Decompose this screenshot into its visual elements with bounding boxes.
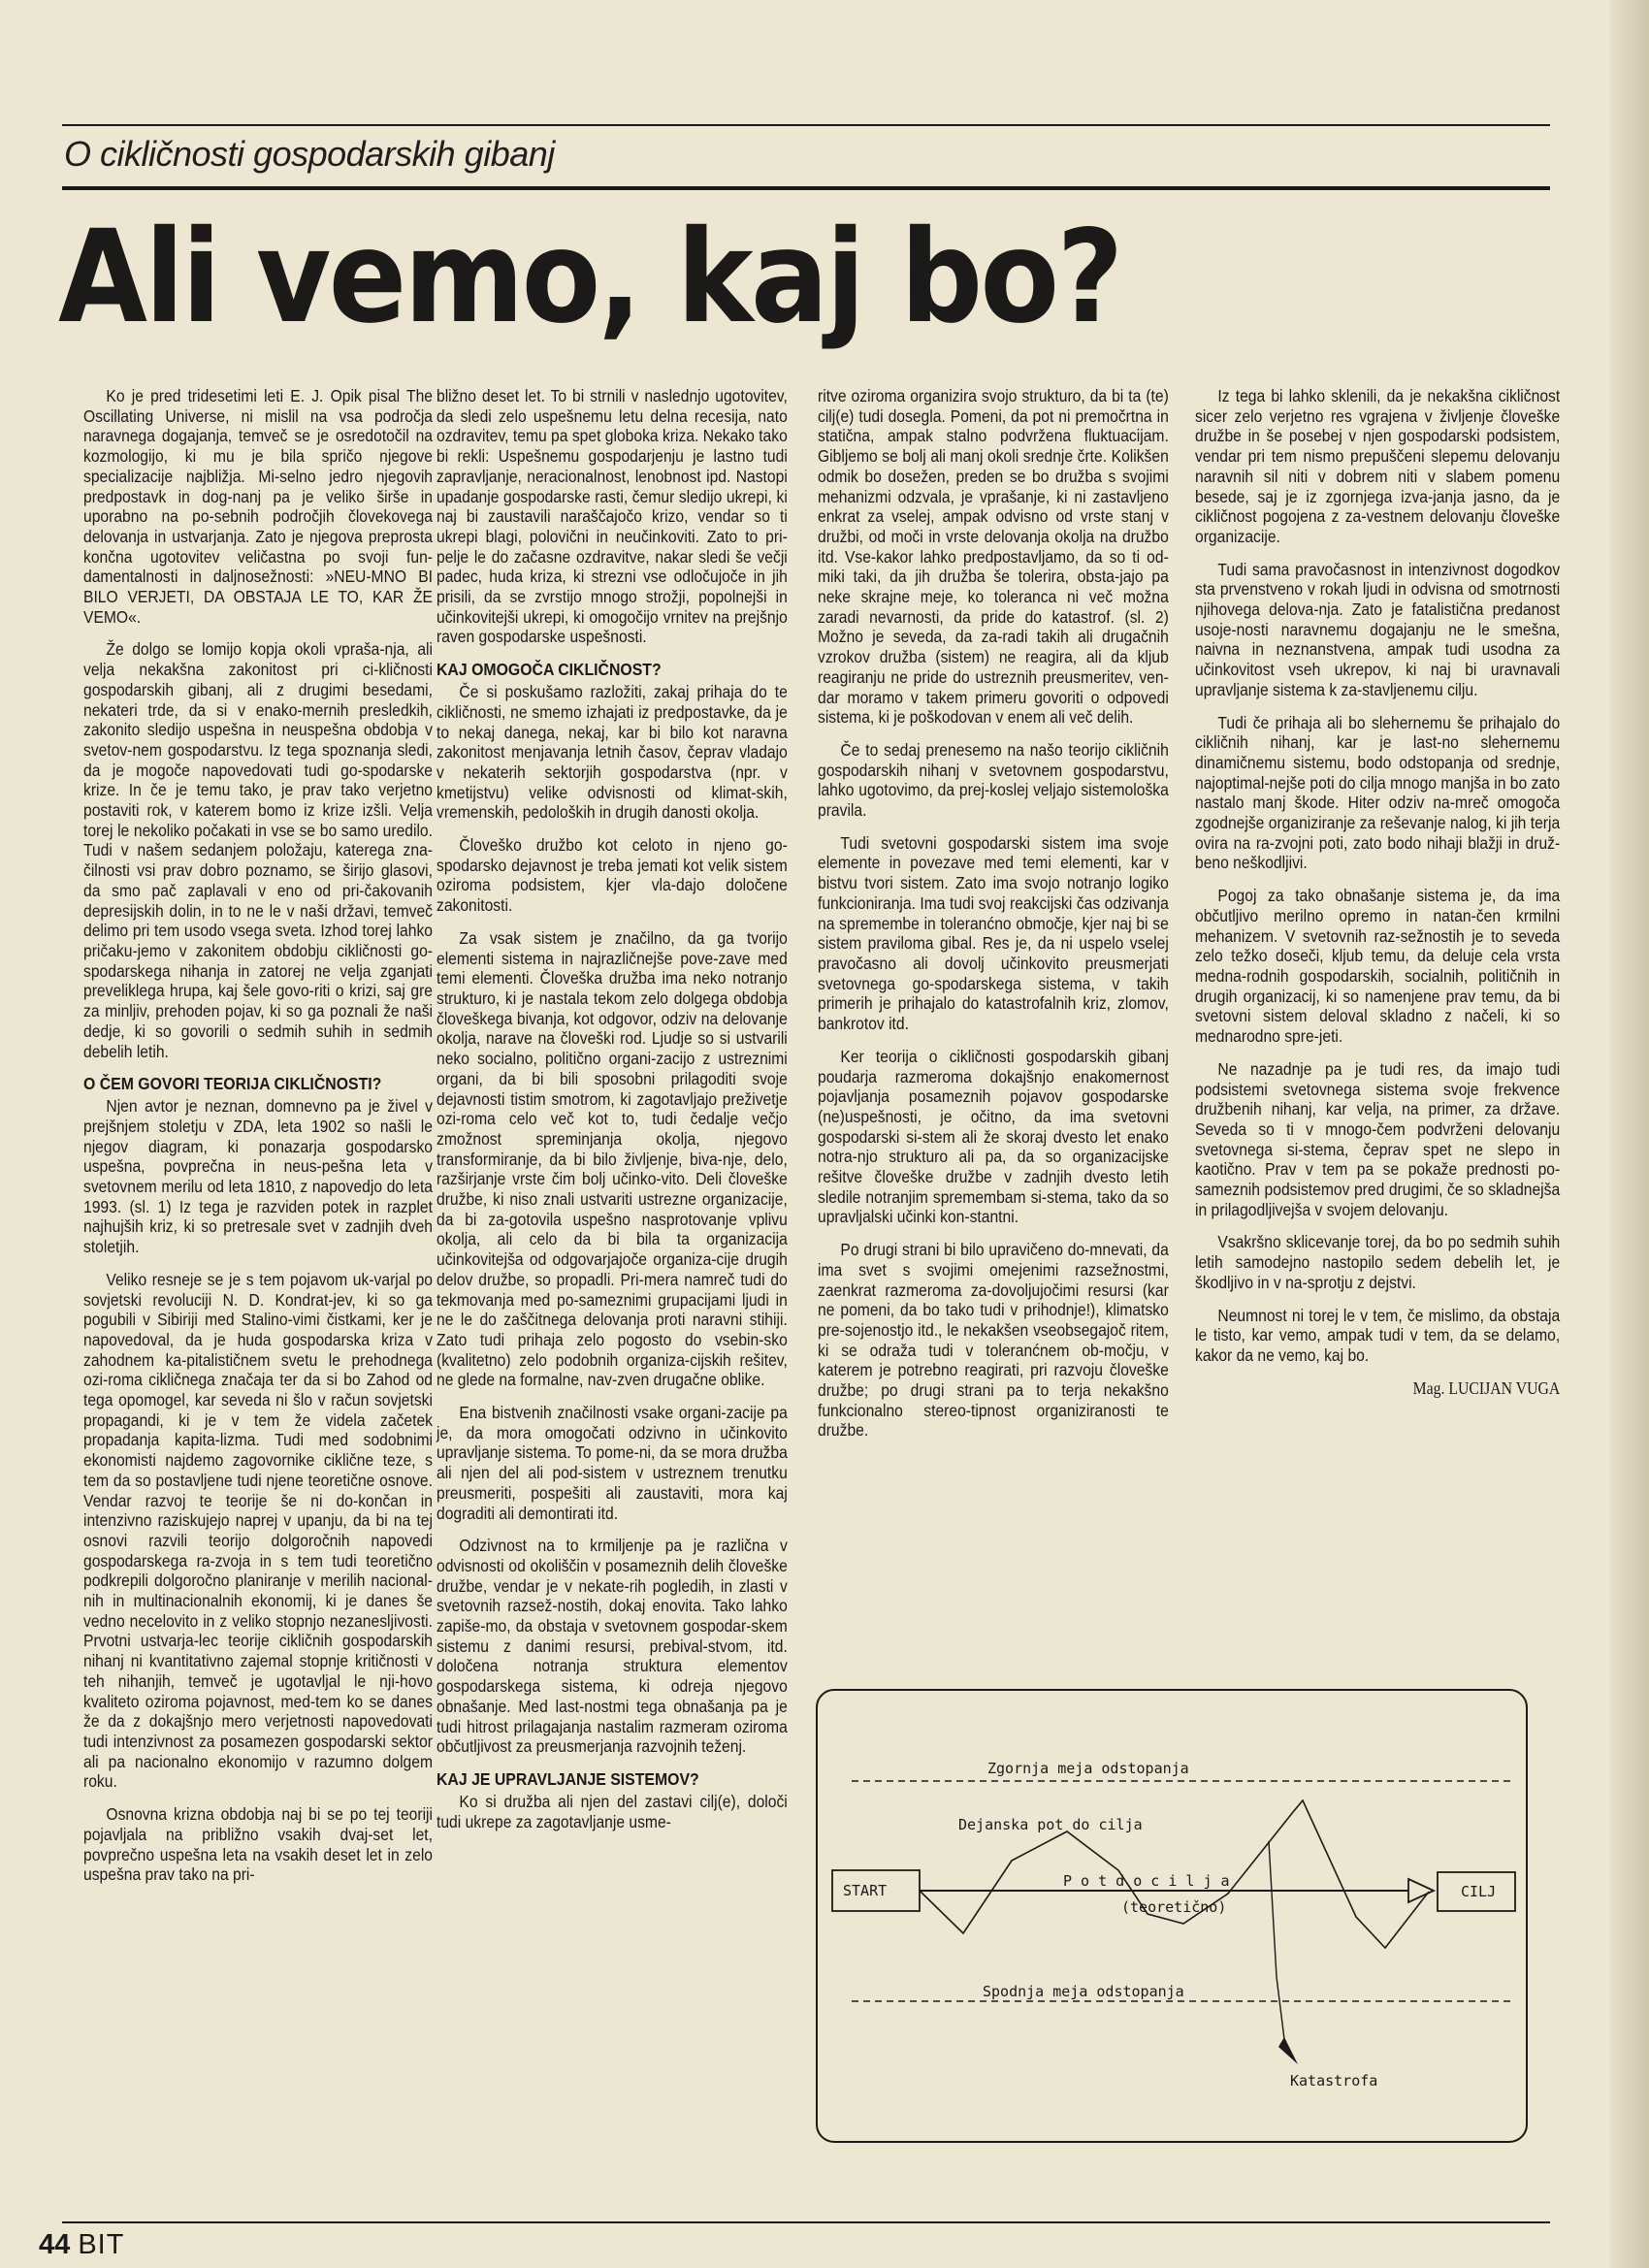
paragraph: Človeško družbo kot celoto in njeno go-spodarsko dejavnost je treba jemati kot velik sistem oziroma podsistem, kjer vla-dajo določene zakonitosti.	[436, 835, 788, 916]
paragraph: Če to sedaj prenesemo na našo teorijo cikličnih gospodarskih nihanj v svetovnem gospodarstvu, lahko ugotovimo, da prej-koslej veljajo sistemološka pravila.	[818, 739, 1169, 821]
article-column-4	[1195, 386, 1560, 1398]
lower-limit-label: Spodnja meja odstopanja	[983, 1983, 1184, 2000]
paragraph: Ne nazadnje pa je tudi res, da imajo tudi podsistemi svetovnega sistema svoje frekvence družbenih nihanj, kar velja, na primer, za države. Seveda so ti v mnogo-čem podvrženi delovanju svetovnega si-stema, čeprav spet ne slepo in kaotično. Prav v tem pa se pokaže prednosti po-sameznih podsistemov pred drugimi, če so skladnejša in prilagodljivejša v svojem delovanju.	[1195, 1058, 1561, 1219]
paragraph: Osnovna krizna obdobja naj bi se po tej teoriji pojavljala na približno vsakih dvaj-set let, povprečno uspešna leta na vsakih deset let in zelo uspešna prav tako na pri-	[83, 1804, 434, 1885]
article-column-1	[83, 386, 433, 1897]
kicker-rule	[62, 186, 1550, 190]
paragraph: Ena bistvenih značilnosti vsake organi-zacije pa je, da mora omogočati odzivno in učinkovito upravljanje sistema. To pome-ni, da se mora družba ali njen del ali pod-sistem v ustreznem trenutku preusmeriti, pospešiti ali zaustaviti, mora kaj dograditi ali demontirati itd.	[436, 1403, 788, 1523]
paragraph: Iz tega bi lahko sklenili, da je nekakšna cikličnost sicer zelo verjetno res vgrajena v življenje človeške družbe in še posebej v njen gospodarski podsistem, vendar pri tem nismo prepuščeni slepemu delovanju naravnih sil niti v dobrem niti v slabem pomenu besede, saj je iz zgornjega izva-janja jasno, da je cikličnost pogojena z za-vestnem delovanju človeške organizacije.	[1195, 386, 1561, 546]
diagram-frame	[817, 1690, 1527, 2142]
paragraph: Veliko resneje se je s tem pojavom uk-varjal po sovjetski revoluciji N. D. Kondrat-jev, ki so ga pogubili v Sibiriji med Stalino-vimi čistkami, ker je napovedoval, da je huda gospodarska kriza v zahodnem ka-pitalističnem svetu le prehodnega ozi-roma cikličnega značaja ter da si bo Zahod od tega opomogel, kar seveda ni šlo v račun sovjetski propagandi, ki je v tem že videla začetek propadanja kapita-lizma. Tudi med sodobnimi ekonomisti najdemo zagovornike ciklične teze, s tem da so postavljene tudi njene teoretične osnove. Vendar razvoj te teorije še ni do-končan in intenzivno raziskujejo naprej v upanju, da bi na tej osnovi razvili teorijo dolgoročnih napovedi gospodarskega ra-zvoja in s tem tudi teoretično podkrepili dolgoročno planiranje v merilih nacional-nih in multinacionalnih ekonomij, ki je danes še vedno necelovito in z veliko stopnjo nezanesljivosti. Prvotni ustvarja-lec teorije cikličnih gospodarskih nihanj ni kvantitativno zajemal stopnje kritičnosti v teh nihanjih, temveč je ugotavljal le nji-hovo kvaliteto oziroma pojavnost, med-tem ko se danes že da z dokajšnjo mero verjetnosti napovedovati tudi intenzivnost za posamezen gospodarski sektor ali pa nacionalno ekonomijo v razumno dolgem roku.	[83, 1269, 434, 1792]
paragraph: Že dolgo se lomijo kopja okoli vpraša-nja, ali velja nekakšna zakonitost pri ci-kličnosti gospodarskih gibanj, ali z drugimi besedami, nekateri trde, da si v enako-mernih presledkih, zakonito sledijo uspešna in neuspešna obdobja v svetov-nem gospodarstvu. Iz tega spoznanja sledi, da je mogoče napovedovati tudi go-spodarske krize. In če je temu tako, je prav tako verjetno postaviti rok, v katerem bomo iz krize izšli. Velja torej le nekoliko počakati in vse se bo samo uredilo. Tudi v našem sedanjem položaju, katerega zna-čilnosti vsi prav dobro poznamo, se širijo glasovi, da smo pač zaplavali v eno od pri-čakovanih depresijskih dolin, in to ne le v naši državi, temveč delimo pri tem usodo vsega sveta. Izhod torej lahko pričaku-jemo v zakonitem obdobju cikličnosti go-spodarskega nihanja in zatorej ne velja zganjati preveliklega hrupa, kaj šele govo-riti o krizi, saj gre za minljiv, prehoden pojav, ki so ga poznali že naši dedje, ki so govorili o sedmih suhih in sedmih debelih letih.	[83, 639, 434, 1061]
article-column-3	[818, 386, 1169, 1453]
page-number: 44	[39, 2229, 71, 2260]
theoretical-path-label: P o t d o c i l j a	[1063, 1872, 1230, 1890]
goal-arrowhead	[1408, 1879, 1434, 1902]
top-rule	[62, 124, 1550, 126]
crash-path-line	[1269, 1841, 1285, 2047]
start-label: START	[843, 1882, 888, 1899]
paragraph: Tudi sama pravočasnost in intenzivnost dogodkov sta prvenstveno v rokah ljudi in odvisna od smotrnosti njihovega delova-nja. Zato je fatalistična predanost usoje-nosti naravnemu dogajanju ne le smešna, naivna in neznanstvena, ampak tudi usodna za učinkovitost vseh ukrepov, ki naj bi uravnavali upravljanje sistema k za-stavljenemu cilju.	[1195, 559, 1561, 699]
paragraph: bližno deset let. To bi strnili v naslednjo ugotovitev, da sledi zelo uspešnemu letu delna recesija, nato ozdravitev, temu pa spet globoka kriza. Nekako tako bi rekli: Uspešnemu gospodarjenju je lastno tudi zapravljanje, neracionalnost, lenobnost ipd. Nastopi upadanje gospodarske rasti, čemur sledijo ukrepi, ki naj bi zaustavili naraščajočo krizo, vendar so ti ukrepi blagi, polovični in neučinkoviti. Zato to pri-pelje le do začasne ozdravitve, nakar sledi še večji padec, huda kriza, ki strezni vse odločujoče in jih prisili, da se zvrstijo mnogo strožji, popolnejši in učinkovitejši ukrepi, ki omogočijo vrnitev na prejšnjo raven gospodarske uspešnosti.	[436, 386, 788, 647]
paragraph: Odzivnost na to krmiljenje pa je različna v odvisnosti od okoliščin v posameznih delih človeške družbe, vendar je v nekate-rih pogledih, in zlasti v svetovnih razsež-nostih, dokaj enovita. Tako lahko zapiše-mo, da obstaja v svetovnem gospodar-skem sistemu z danimi resursi, prebival-stvom, itd. določena notranja struktura elementov gospodarskega sistema, ki odreja njegovo obnašanje. Med last-nostmi tega obnašanja pa je tudi hitrost prilagajanja nastalim razmeram oziroma občutljivost za preusmerjanja razvojnih teženj.	[436, 1536, 788, 1757]
paragraph: Tudi če prihaja ali bo slehernemu še prihajalo do cikličnih nihanj, kar je last-no slehernemu dinamičnemu sistemu, bodo odstopanja od srednje, najoptimal-nejše poti do cilja mnogo manjša in bo zato nastalo manj škode. Hiter odziv na-mreč omogoča zgodnejše organiziranje za reševanje nalog, ki jih terja ovira na ra-zvojni poti, zato bodo nihaji blažji in druž-beno neškodljivi.	[1195, 712, 1561, 873]
page-footer	[39, 2229, 124, 2261]
article-column-2	[436, 386, 788, 1844]
upper-limit-label: Zgornja meja odstopanja	[987, 1760, 1189, 1777]
magazine-name: BIT	[78, 2229, 125, 2260]
paragraph: Neumnost ni torej le v tem, če mislimo, da obstaja le tisto, kar vemo, ampak tudi v tem, da se delamo, kakor da ne vemo, kaj bo.	[1195, 1305, 1561, 1365]
subheading: KAJ OMOGOČA CIKLIČNOST?	[436, 660, 662, 680]
paragraph: Ko si družba ali njen del zastavi cilj(e), določi tudi ukrepe za zagotavljanje usme-	[436, 1792, 788, 1831]
section-kicker: O cikličnosti gospodarskih gibanj	[64, 134, 555, 174]
catastrophe-arrowhead	[1278, 2037, 1298, 2064]
paragraph: Tudi svetovni gospodarski sistem ima svoje elemente in povezave med temi elementi, kar v bistvu tvori sistem. Zato ima svojo notranjo logiko funkcioniranja. Ima tudi svoj reakcijski čas odzivanja na spremembe in toleranćno območje, kjer naj bi se sistem praviloma gibal. Res je, da ni uspelo vselej pravočasno ali dovolj učinkovito preusmerjati svetovnega go-spodarskega sistema, v takih primerih je prihajalo do katastrofalnih kriz, zlomov, bankrotov itd.	[818, 832, 1169, 1034]
paragraph: Za vsak sistem je značilno, da ga tvorijo elementi sistema in najrazličnejše pove-zave med temi elementi. Človeška družba ima neko notranjo strukturo, ki je nastala tekom zelo dolgega obdobja človeškega bivanja, kot odgovor, odziv na delovanje okolja, narave na človeški rod. Ljudje so si ustvarili neko socialno, politično organi-zacijo z ustreznimi organi, da bi bili sposobni prilagoditi svoje dejavnosti tistim smotrom, ki zagotavljajo preživetje ozi-roma celo več kot to, tudi čedalje večjo zmožnost spreminjanja okolja, njegovo transformiranje, da bi bilo življenje, biva-nje, delo, razširjanje vrste čim bolj učinko-vito. Deli človeške družbe, ki niso znali ustvariti ustrezne organizacije, da bi za-gotovila uspešno nasprotovanje vplivu okolja, ali celo da bi bila ta organizacija učinkovitejša od odgovarjajoče organiza-cije drugih delov družbe, so propadli. Pri-mera namreč tudi do tekmovanja med po-sameznimi grupacijami ljudi in ne le do zaščitnega delovanja proti naravni stihiji. Zato tudi prihaja zelo pogosto do vsebin-sko (kvalitetno) zelo podobnih organiza-cijskih rešitev, ne glede na formalne, nav-zven drugačne oblike.	[436, 927, 788, 1390]
catastrophe-label: Katastrofa	[1290, 2072, 1378, 2090]
subheading: KAJ JE UPRAVLJANJE SISTEMOV?	[436, 1769, 699, 1789]
system-path-diagram	[813, 1686, 1531, 2146]
paragraph: ritve oziroma organizira svojo strukturo, da bi ta (te) cilj(e) tudi dosegla. Pomeni, da pot ni premočrtna in statična, ampak stalno podvržena fluktuacijam. Gibljemo se bolj ali manj okoli srednje črte. Kolikšen odmik bo dosežen, preden se bo družba s svojimi mehanizmi odzvala, je vprašanje, ki ni zastavljeno enkrat za vselej, ampak odvisno od vrste stanj v družbi, od moči in vrste delovanja okolja na družbo itd. Vse-kakor lahko predpostavljamo, da so ti od-miki taki, da jih družba še tolerira, obsta-jajo pa neke skrajne meje, ko toleranca ni več možna zaradi nevarnosti, da pride do katastrof. (sl. 2) Možno je seveda, da za-radi takih ali drugačnih vzrokov družba (sistem) ne reagira, ali da kljub reagiranju ne pride do ustreznih preusmeritev, ven-dar moramo v takem primeru govoriti o odpovedi sistema, ki je poškodovan v enem ali več delih.	[818, 386, 1169, 728]
paragraph: Po drugi strani bi bilo upravičeno do-mnevati, da ima svet s svojimi omejenimi razsežnostmi, zaenkrat razmeroma za-dovoljujočimi resursi (kar ne pomeni, da bo tako tudi v prihodnje!), klimatsko pre-sojenostjo itd., le nekakšen vseobsegajoč ritem, ki se odraža tudi v toleranćnem ob-močju, v katerem je potrebno reagirati, pri razvoju človeške družbe; po drugi strani pa to terja nekakšno funkcionalno stereo-tipnost organiziranosti te družbe.	[818, 1240, 1169, 1441]
page-edge	[1610, 0, 1649, 2268]
headline: Ali vemo, kaj bo?	[58, 203, 1121, 352]
author-signature: Mag. LUCIJAN VUGA	[1412, 1377, 1561, 1398]
goal-label: CILJ	[1461, 1883, 1497, 1900]
paragraph: Vsakršno sklicevanje torej, da bo po sedmih suhih letih samodejno nastopilo sedem debelih let, je škodljivo in v na-sprotju z dejstvi.	[1195, 1232, 1561, 1292]
theoretical-note: (teoretično)	[1121, 1898, 1227, 1916]
bottom-rule	[62, 2221, 1550, 2223]
subheading: O ČEM GOVORI TEORIJA CIKLIČNOSTI?	[83, 1074, 382, 1094]
paragraph: Njen avtor je neznan, domnevno pa je živel v prejšnjem stoletju v ZDA, leta 1902 so našli le njegov diagram, ki ponazarja gospodarsko uspešna, povprečna in neus-pešna leta v svetovnem merilu od leta 1810, z napovedjo do leta 1993. (sl. 1) Iz tega je razviden potek in razplet najhujših kriz, ki so pretresale svet v zadnjih dveh stoletjih.	[83, 1096, 434, 1257]
actual-path-label: Dejanska pot do cilja	[958, 1816, 1143, 1833]
paragraph: Če si poskušamo razložiti, zakaj prihaja do te cikličnosti, ne smemo izhajati iz predpostavke, da je to nekaj danega, nekaj, kar bi bilo kot naravna zakonitost menjavanja letnih časov, čeprav vladajo v nekaterih sektorjih gospodarstva (npr. v kmetijstvu) velike odvisnosti od klimat-skih, vremenskih, pedoloških in drugih danosti okolja.	[436, 682, 788, 823]
paragraph: Pogoj za tako obnašanje sistema je, da ima občutljivo merilno opremo in natan-čen krmilni mehanizem. V svetovnih raz-sežnostih je to seveda zelo težko doseči, kljub temu, da deluje cela vrsta medna-rodnih gospodarskih, socialnih, političnih in drugih organizacij, ki so namenjene prav temu, da bi svetovni sistem deloval skladno z načeli, ki so mednarodno spre-jeti.	[1195, 886, 1561, 1047]
paragraph: Ker teorija o cikličnosti gospodarskih gibanj poudarja razmeroma dokajšnjo enakomernost pojavljanja posameznih pojavov gospodarske (ne)uspešnosti, je očitno, da ima svetovni gospodarski si-stem ali že skoraj dvesto let enako notra-njo strukturo ali pa, da so organizacijske rešitve človeške družbe v zadnjih dvesto letih sledile notranjim spremembam si-stema, tako da so upravljalski učinki kon-stantni.	[818, 1046, 1169, 1227]
paragraph: Ko je pred tridesetimi leti E. J. Opik pisal The Oscillating Universe, ni mislil na vsa področja naravnega dogajanja, temveč se je osredotočil na kozmologijo, ki mu je bila spričo njegove specializacije najbližja. Mi-selno jedro njegovih predpostavk in dog-nanj pa je veliko širše in uporabno na po-sebnih področjih človekovega delovanja in ustvarjanja. Zato je njegova preprosta končna ugotovitev veličastna po svoji fun-damentalnosti in daljnosežnosti: »NEU-MNO BI BILO VERJETI, DA OBSTAJA LE TO, KAR ŽE VEMO«.	[83, 386, 434, 627]
